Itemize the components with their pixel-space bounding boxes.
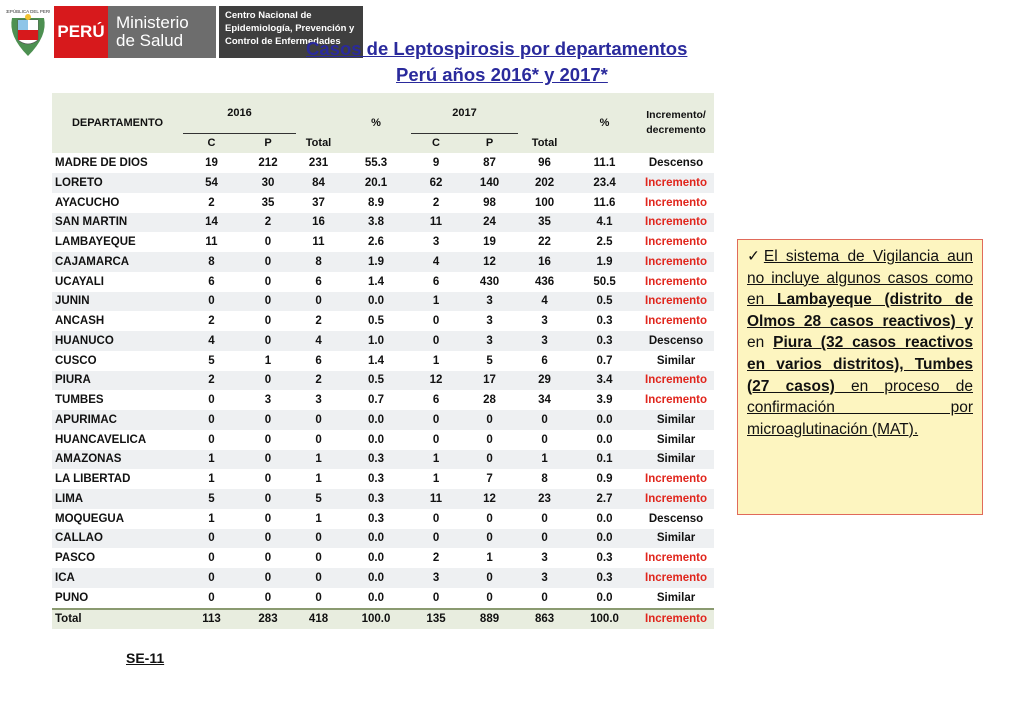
centro-line-3: Control de Enfermedades: [225, 36, 341, 47]
cell-t16: 231: [296, 153, 341, 173]
cell-pct16: 1.0: [341, 331, 411, 351]
cell-p17: 24: [461, 213, 518, 233]
cell-t17: 6: [518, 351, 571, 371]
cell-c17: 1: [411, 292, 461, 312]
cell-p16: 3: [240, 390, 296, 410]
cell-pct16: 2.6: [341, 232, 411, 252]
table-row: [52, 292, 714, 312]
cell-c17: 62: [411, 173, 461, 193]
table-row: [52, 351, 714, 371]
note-bold-1: Lambayeque (distrito de Olmos 28 casos reactivos) y: [747, 291, 973, 330]
cell-pct17: 0.3: [571, 568, 638, 588]
cell-trend: Incremento: [638, 609, 714, 630]
cell-c17: 2: [411, 193, 461, 213]
cell-pct17: 2.5: [571, 232, 638, 252]
ministerio-brand: [108, 6, 216, 58]
table-row: [52, 450, 714, 470]
cell-p17: 0: [461, 509, 518, 529]
cell-t16: 6: [296, 272, 341, 292]
table-row: [52, 509, 714, 529]
cell-c17: 2: [411, 548, 461, 568]
cell-t17: 23: [518, 489, 571, 509]
cell-t16: 1: [296, 469, 341, 489]
cell-t16: 0: [296, 529, 341, 549]
cell-pct17: 50.5: [571, 272, 638, 292]
cell-trend: Incremento: [638, 390, 714, 410]
cell-trend: Similar: [638, 351, 714, 371]
cell-c17: 3: [411, 232, 461, 252]
cell-pct16: 0.5: [341, 311, 411, 331]
cell-c16: 0: [183, 410, 240, 430]
col-p-2016: P: [240, 133, 296, 153]
cell-dep: ANCASH: [52, 311, 183, 331]
cell-pct16: 0.0: [341, 410, 411, 430]
cell-pct16: 8.9: [341, 193, 411, 213]
cell-dep: TUMBES: [52, 390, 183, 410]
cell-trend: Incremento: [638, 311, 714, 331]
cell-trend: Descenso: [638, 153, 714, 173]
cell-pct16: 0.3: [341, 450, 411, 470]
cell-dep: JUNIN: [52, 292, 183, 312]
cell-trend: Incremento: [638, 173, 714, 193]
cell-dep: MADRE DE DIOS: [52, 153, 183, 173]
table-row: [52, 311, 714, 331]
cell-t16: 0: [296, 548, 341, 568]
table-row: [52, 548, 714, 568]
table-row: [52, 232, 714, 252]
cell-p16: 0: [240, 489, 296, 509]
cell-t16: 1: [296, 509, 341, 529]
cell-pct17: 0.0: [571, 588, 638, 609]
cell-pct17: 0.7: [571, 351, 638, 371]
cell-t17: 29: [518, 371, 571, 391]
cell-c16: 54: [183, 173, 240, 193]
cell-c17: 9: [411, 153, 461, 173]
cell-c16: 14: [183, 213, 240, 233]
note-text-2: en: [747, 334, 774, 352]
cell-p17: 19: [461, 232, 518, 252]
cell-t17: 4: [518, 292, 571, 312]
cell-c16: 2: [183, 193, 240, 213]
cell-pct17: 0.9: [571, 469, 638, 489]
cell-c16: 4: [183, 331, 240, 351]
cell-p16: 0: [240, 272, 296, 292]
cell-c16: 5: [183, 351, 240, 371]
cell-pct16: 1.9: [341, 252, 411, 272]
cell-c17: 1: [411, 450, 461, 470]
cell-p16: 0: [240, 509, 296, 529]
col-c-2017: C: [411, 133, 461, 153]
cell-c17: 4: [411, 252, 461, 272]
coat-of-arms-icon: [6, 6, 50, 58]
cell-p16: 0: [240, 292, 296, 312]
table-row: [52, 213, 714, 233]
cell-c16: 2: [183, 311, 240, 331]
centro-line-1: Centro Nacional de: [225, 10, 312, 21]
cell-p16: 30: [240, 173, 296, 193]
cell-t16: 0: [296, 568, 341, 588]
cell-dep: LIMA: [52, 489, 183, 509]
cell-pct17: 23.4: [571, 173, 638, 193]
cell-dep: HUANUCO: [52, 331, 183, 351]
cell-trend: Incremento: [638, 371, 714, 391]
cell-dep: CALLAO: [52, 529, 183, 549]
cell-p17: 7: [461, 469, 518, 489]
cell-trend: Incremento: [638, 292, 714, 312]
cell-p16: 0: [240, 232, 296, 252]
cell-pct16: 0.0: [341, 548, 411, 568]
centro-line-2: Epidemiología, Prevención y: [225, 23, 355, 34]
table-row: [52, 331, 714, 351]
cell-c17: 0: [411, 430, 461, 450]
cell-dep: UCAYALI: [52, 272, 183, 292]
col-trend: Incremento/ decremento: [638, 93, 714, 153]
cell-pct16: 0.3: [341, 489, 411, 509]
cell-pct17: 0.0: [571, 430, 638, 450]
table-row: [52, 173, 714, 193]
cell-t16: 2: [296, 311, 341, 331]
table-row: [52, 588, 714, 609]
cell-dep: MOQUEGUA: [52, 509, 183, 529]
cell-c17: 12: [411, 371, 461, 391]
cell-t17: 202: [518, 173, 571, 193]
cell-pct17: 0.3: [571, 331, 638, 351]
cell-c16: 0: [183, 548, 240, 568]
cell-p17: 3: [461, 292, 518, 312]
cell-c17: 3: [411, 568, 461, 588]
cell-t17: 34: [518, 390, 571, 410]
cell-trend: Incremento: [638, 548, 714, 568]
cell-dep: Total: [52, 609, 183, 630]
cell-p17: 0: [461, 450, 518, 470]
cell-t16: 4: [296, 331, 341, 351]
cell-c16: 11: [183, 232, 240, 252]
cell-t17: 96: [518, 153, 571, 173]
cell-t17: 0: [518, 430, 571, 450]
cell-trend: Similar: [638, 410, 714, 430]
cell-c17: 6: [411, 390, 461, 410]
cell-pct16: 3.8: [341, 213, 411, 233]
cell-c17: 11: [411, 489, 461, 509]
table-row: [52, 568, 714, 588]
cell-p16: 283: [240, 609, 296, 630]
cell-trend: Incremento: [638, 252, 714, 272]
cell-dep: AYACUCHO: [52, 193, 183, 213]
cell-p17: 98: [461, 193, 518, 213]
cell-trend: Similar: [638, 529, 714, 549]
cell-c17: 0: [411, 588, 461, 609]
cell-p17: 0: [461, 529, 518, 549]
page-title-line-2: Perú años 2016* y 2017*: [396, 64, 608, 85]
cell-trend: Descenso: [638, 331, 714, 351]
note-text-1: El sistema de Vigilancia aun no incluye algunos casos como en: [747, 248, 973, 309]
cell-p17: 430: [461, 272, 518, 292]
cell-c17: 6: [411, 272, 461, 292]
cell-pct16: 0.0: [341, 430, 411, 450]
col-departamento: DEPARTAMENTO: [52, 93, 183, 153]
cell-p16: 0: [240, 469, 296, 489]
cell-pct16: 1.4: [341, 272, 411, 292]
table-row: [52, 272, 714, 292]
cell-pct16: 0.0: [341, 588, 411, 609]
cell-p16: 0: [240, 568, 296, 588]
cell-t16: 84: [296, 173, 341, 193]
cell-c17: 1: [411, 469, 461, 489]
cell-trend: Similar: [638, 430, 714, 450]
cell-t16: 418: [296, 609, 341, 630]
cell-p16: 0: [240, 252, 296, 272]
cell-dep: LORETO: [52, 173, 183, 193]
cell-pct17: 100.0: [571, 609, 638, 630]
cell-pct16: 0.3: [341, 509, 411, 529]
cell-t16: 8: [296, 252, 341, 272]
cell-c16: 1: [183, 450, 240, 470]
cell-p16: 2: [240, 213, 296, 233]
cell-pct16: 0.7: [341, 390, 411, 410]
cell-dep: AMAZONAS: [52, 450, 183, 470]
cell-p16: 35: [240, 193, 296, 213]
cell-p17: 12: [461, 252, 518, 272]
cell-t16: 0: [296, 588, 341, 609]
cell-p17: 0: [461, 588, 518, 609]
cell-p17: 0: [461, 568, 518, 588]
cell-dep: LA LIBERTAD: [52, 469, 183, 489]
cell-p17: 5: [461, 351, 518, 371]
cell-p16: 0: [240, 311, 296, 331]
cell-c16: 0: [183, 430, 240, 450]
cell-pct17: 0.5: [571, 292, 638, 312]
cell-dep: PUNO: [52, 588, 183, 609]
cell-p17: 28: [461, 390, 518, 410]
cell-p17: 889: [461, 609, 518, 630]
cell-p16: 0: [240, 410, 296, 430]
cell-t17: 863: [518, 609, 571, 630]
cell-dep: HUANCAVELICA: [52, 430, 183, 450]
cell-t17: 16: [518, 252, 571, 272]
cell-p17: 1: [461, 548, 518, 568]
cell-t17: 3: [518, 548, 571, 568]
cell-c17: 0: [411, 509, 461, 529]
cell-pct17: 11.6: [571, 193, 638, 213]
cell-t16: 3: [296, 390, 341, 410]
cell-p17: 140: [461, 173, 518, 193]
col-2017: 2017: [411, 93, 518, 133]
table-row: [52, 529, 714, 549]
surveillance-note: [737, 239, 983, 515]
cell-pct16: 1.4: [341, 351, 411, 371]
cell-c16: 0: [183, 390, 240, 410]
cell-pct17: 11.1: [571, 153, 638, 173]
cell-t17: 35: [518, 213, 571, 233]
cell-t16: 0: [296, 292, 341, 312]
cell-p16: 0: [240, 430, 296, 450]
col-p-2017: P: [461, 133, 518, 153]
cell-p16: 0: [240, 588, 296, 609]
table-row: [52, 252, 714, 272]
cell-t17: 0: [518, 509, 571, 529]
cell-dep: PIURA: [52, 371, 183, 391]
cell-dep: CUSCO: [52, 351, 183, 371]
table-row: [52, 430, 714, 450]
note-text-3: en proceso de confirmación por microaglutinación (MAT).: [747, 377, 973, 438]
cell-t17: 1: [518, 450, 571, 470]
cell-p16: 0: [240, 529, 296, 549]
cell-dep: LAMBAYEQUE: [52, 232, 183, 252]
check-icon: ✓: [747, 248, 764, 265]
cell-p16: 212: [240, 153, 296, 173]
cell-c16: 0: [183, 292, 240, 312]
cell-c17: 0: [411, 410, 461, 430]
cell-c16: 1: [183, 469, 240, 489]
cell-t17: 0: [518, 410, 571, 430]
table-row: [52, 469, 714, 489]
cell-pct16: 0.0: [341, 568, 411, 588]
cell-t17: 3: [518, 568, 571, 588]
cell-pct17: 2.7: [571, 489, 638, 509]
table-row: [52, 371, 714, 391]
peru-brand: [54, 6, 108, 58]
cell-pct16: 0.5: [341, 371, 411, 391]
cell-p16: 0: [240, 331, 296, 351]
epi-week-label: SE-11: [126, 650, 165, 666]
cell-p16: 0: [240, 371, 296, 391]
peru-label: PERÚ: [57, 22, 105, 41]
cell-dep: ICA: [52, 568, 183, 588]
cell-c17: 0: [411, 311, 461, 331]
cell-pct17: 4.1: [571, 213, 638, 233]
cell-pct16: 0.3: [341, 469, 411, 489]
cell-t16: 5: [296, 489, 341, 509]
cell-t16: 0: [296, 430, 341, 450]
cell-t17: 8: [518, 469, 571, 489]
cell-trend: Similar: [638, 588, 714, 609]
cell-dep: APURIMAC: [52, 410, 183, 430]
note-bold-2: Piura (32 casos reactivos en varios distritos), Tumbes (27 casos): [747, 334, 973, 395]
col-2016: 2016: [183, 93, 296, 133]
col-total-2017: Total: [518, 133, 571, 153]
cell-pct16: 100.0: [341, 609, 411, 630]
cell-trend: Incremento: [638, 272, 714, 292]
cell-trend: Incremento: [638, 469, 714, 489]
cell-t16: 0: [296, 410, 341, 430]
cell-p16: 1: [240, 351, 296, 371]
cell-pct17: 1.9: [571, 252, 638, 272]
cell-t17: 100: [518, 193, 571, 213]
cell-pct17: 0.3: [571, 311, 638, 331]
table-row: [52, 153, 714, 173]
cell-c17: 135: [411, 609, 461, 630]
cell-trend: Incremento: [638, 193, 714, 213]
cell-trend: Descenso: [638, 509, 714, 529]
cell-t17: 22: [518, 232, 571, 252]
cell-t16: 11: [296, 232, 341, 252]
cell-c16: 8: [183, 252, 240, 272]
cell-c16: 1: [183, 509, 240, 529]
cell-p17: 0: [461, 430, 518, 450]
col-c-2016: C: [183, 133, 240, 153]
cell-dep: PASCO: [52, 548, 183, 568]
cell-p17: 17: [461, 371, 518, 391]
cell-pct17: 3.9: [571, 390, 638, 410]
table-row: [52, 489, 714, 509]
cell-c16: 0: [183, 529, 240, 549]
cell-pct17: 0.0: [571, 410, 638, 430]
cell-pct16: 55.3: [341, 153, 411, 173]
cases-table: [52, 93, 714, 626]
crest-text: REPÚBLICA DEL PERÚ: [6, 9, 50, 14]
cell-t17: 3: [518, 311, 571, 331]
cell-c17: 11: [411, 213, 461, 233]
cell-c16: 5: [183, 489, 240, 509]
cell-t16: 2: [296, 371, 341, 391]
cell-t16: 16: [296, 213, 341, 233]
cell-c16: 0: [183, 588, 240, 609]
col-pct-2016: %: [341, 93, 411, 153]
cell-dep: CAJAMARCA: [52, 252, 183, 272]
cell-trend: Incremento: [638, 568, 714, 588]
cell-pct16: 20.1: [341, 173, 411, 193]
cell-trend: Incremento: [638, 489, 714, 509]
cell-t17: 0: [518, 529, 571, 549]
cell-t16: 37: [296, 193, 341, 213]
cell-p17: 3: [461, 331, 518, 351]
table-row: [52, 390, 714, 410]
cell-c16: 113: [183, 609, 240, 630]
cell-p17: 3: [461, 311, 518, 331]
cell-pct17: 0.3: [571, 548, 638, 568]
cell-p17: 0: [461, 410, 518, 430]
cell-p17: 12: [461, 489, 518, 509]
cell-pct17: 0.0: [571, 509, 638, 529]
cell-pct16: 0.0: [341, 292, 411, 312]
table-row: [52, 410, 714, 430]
cell-p17: 87: [461, 153, 518, 173]
cell-trend: Incremento: [638, 213, 714, 233]
cell-t17: 0: [518, 588, 571, 609]
cell-c17: 1: [411, 351, 461, 371]
page-title-line-1: Casos de Leptospirosis por departamentos: [306, 38, 688, 59]
cell-trend: Similar: [638, 450, 714, 470]
cell-c17: 0: [411, 331, 461, 351]
ministerio-line-1: Ministerio: [116, 13, 189, 32]
cell-c16: 2: [183, 371, 240, 391]
table-row: [52, 193, 714, 213]
cell-p16: 0: [240, 450, 296, 470]
cell-pct17: 0.0: [571, 529, 638, 549]
cell-p16: 0: [240, 548, 296, 568]
cell-t17: 436: [518, 272, 571, 292]
cell-t16: 6: [296, 351, 341, 371]
col-total-2016: Total: [296, 133, 341, 153]
cell-c16: 19: [183, 153, 240, 173]
cell-t17: 3: [518, 331, 571, 351]
cell-c16: 0: [183, 568, 240, 588]
cell-pct17: 3.4: [571, 371, 638, 391]
cell-trend: Incremento: [638, 232, 714, 252]
ministerio-line-2: de Salud: [116, 31, 184, 50]
total-row: [52, 609, 714, 630]
col-pct-2017: %: [571, 93, 638, 153]
cell-t16: 1: [296, 450, 341, 470]
cell-pct17: 0.1: [571, 450, 638, 470]
cell-c17: 0: [411, 529, 461, 549]
cell-dep: SAN MARTIN: [52, 213, 183, 233]
cell-c16: 6: [183, 272, 240, 292]
cell-pct16: 0.0: [341, 529, 411, 549]
